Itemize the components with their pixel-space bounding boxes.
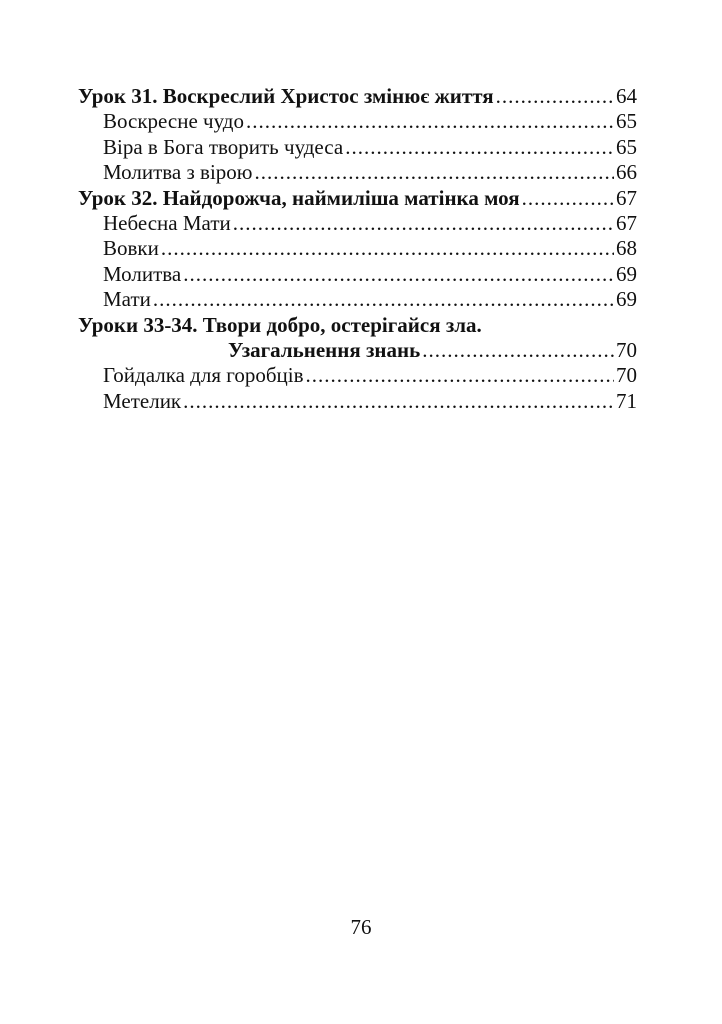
toc-entry-title: Уроки 33-34. Твори добро, остерігайся зла. bbox=[78, 312, 482, 337]
toc-entry bbox=[78, 109, 637, 134]
toc-leader-dots bbox=[246, 109, 614, 134]
toc-entry-title: Молитва з вірою bbox=[103, 160, 253, 185]
toc-entry-lesson-33-34-continued bbox=[78, 338, 637, 363]
toc-entry-page: 70 bbox=[616, 363, 637, 388]
toc-entry-title-continued: Узагальнення знань bbox=[228, 338, 421, 363]
toc-leader-dots bbox=[522, 186, 614, 211]
toc-entry bbox=[78, 287, 637, 312]
toc-entry bbox=[78, 211, 637, 236]
toc-entry bbox=[78, 236, 637, 261]
toc-leader-dots bbox=[161, 236, 614, 261]
toc-leader-dots bbox=[183, 389, 614, 414]
toc-leader-dots bbox=[233, 211, 614, 236]
toc-entry-lesson-32 bbox=[78, 186, 637, 211]
toc-entry-page: 71 bbox=[616, 388, 637, 413]
toc-entry-page: 68 bbox=[616, 236, 637, 261]
toc-entry bbox=[78, 160, 637, 185]
toc-entry-page: 70 bbox=[616, 338, 637, 363]
page-number: 76 bbox=[350, 915, 372, 939]
toc-entry-page: 66 bbox=[616, 160, 637, 185]
toc-entry-title: Молитва bbox=[103, 261, 182, 286]
toc-leader-dots bbox=[153, 287, 614, 312]
toc-entry-page: 67 bbox=[616, 211, 637, 236]
toc-entry bbox=[78, 363, 637, 388]
toc-entry-title: Небесна Мати bbox=[103, 211, 231, 236]
toc-entry-title: Віра в Бога творить чудеса bbox=[103, 134, 344, 159]
toc-entry bbox=[78, 135, 637, 160]
toc-leader-dots bbox=[345, 135, 614, 160]
toc-entry-lesson-31 bbox=[78, 84, 637, 109]
toc-entry-page: 65 bbox=[616, 134, 637, 159]
toc-entry-lesson-33-34 bbox=[78, 313, 637, 338]
toc-entry-title: Урок 32. Найдорожча, наймиліша матінка моя bbox=[78, 185, 520, 210]
toc-leader-dots bbox=[306, 363, 615, 388]
toc-entry bbox=[78, 262, 637, 287]
toc-entry-title: Гойдалка для горобців bbox=[103, 363, 304, 388]
toc-entry-page: 67 bbox=[616, 185, 637, 210]
toc-leader-dots bbox=[254, 160, 614, 185]
toc-entry-page: 64 bbox=[616, 84, 637, 108]
toc-entry-page: 69 bbox=[616, 287, 637, 312]
toc-leader-dots bbox=[496, 84, 614, 109]
toc-entry bbox=[78, 389, 637, 414]
toc-entry-title: Урок 31. Воскреслий Христос змінює життя bbox=[78, 84, 494, 108]
toc-entry-title: Мати bbox=[103, 287, 151, 312]
toc-entry-title: Метелик bbox=[103, 388, 182, 413]
table-of-contents bbox=[78, 84, 637, 414]
toc-entry-title: Воскресне чудо bbox=[103, 109, 244, 134]
toc-leader-dots bbox=[183, 262, 614, 287]
toc-entry-page: 69 bbox=[616, 261, 637, 286]
toc-entry-title: Вовки bbox=[103, 236, 159, 261]
toc-leader-dots bbox=[422, 338, 614, 363]
toc-entry-page: 65 bbox=[616, 109, 637, 134]
